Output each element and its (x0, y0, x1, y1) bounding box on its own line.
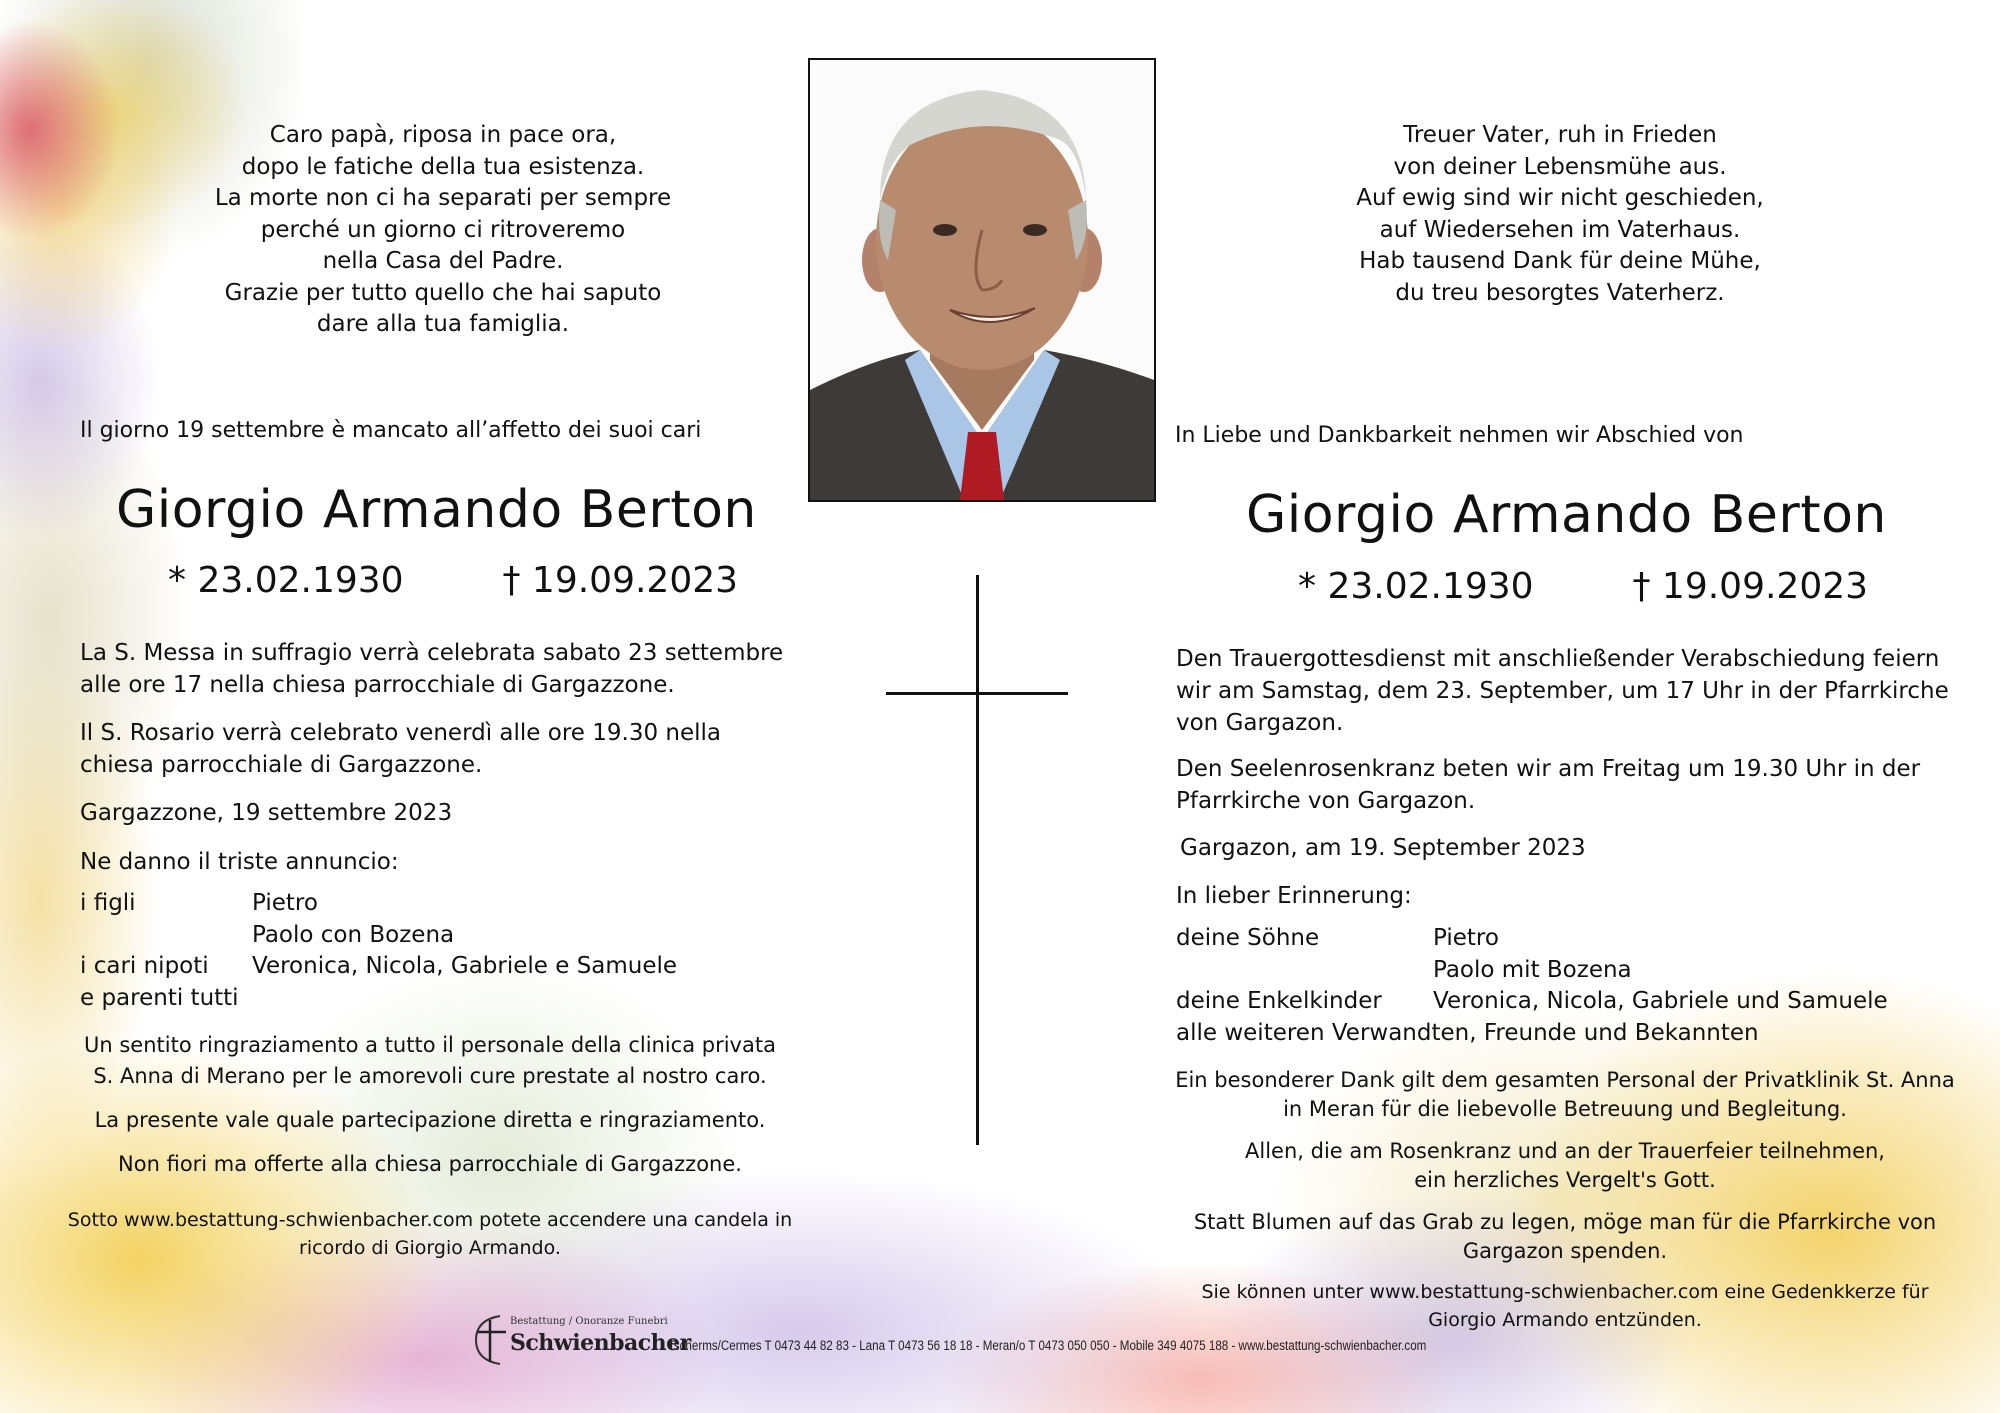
german-deceased-name: Giorgio Armando Berton (1246, 485, 1887, 545)
text-line: Un sentito ringraziamento a tutto il personale della clinica privata (84, 1033, 776, 1057)
italian-thanks (60, 1030, 800, 1092)
text-line: Pfarrkirche von Gargazon. (1176, 788, 1476, 814)
family-row (80, 951, 677, 983)
text-line: ein herzliches Vergelt's Gott. (1414, 1168, 1716, 1192)
text-line: Allen, die am Rosenkranz und an der Trauerfeier teilnehmen, (1245, 1139, 1885, 1163)
death-date: † 19.09.2023 (502, 560, 739, 601)
family-label: e parenti tutti (80, 984, 239, 1011)
german-family-list (1176, 923, 1888, 1049)
birth-date: * 23.02.1930 (168, 560, 404, 601)
family-label: i figli (80, 890, 136, 916)
text-line: ricordo di Giorgio Armando. (299, 1237, 561, 1259)
logo-name: Schwienbacher (510, 1330, 691, 1356)
german-announce: In lieber Erinnerung: (1176, 883, 1412, 909)
poem-line: du treu besorgtes Vaterherz. (1395, 279, 1725, 306)
poem-line: von deiner Lebensmühe aus. (1393, 153, 1727, 180)
text-line: chiesa parrocchiale di Gargazzone. (80, 752, 483, 778)
german-participation (1170, 1137, 1960, 1195)
death-date: † 19.09.2023 (1632, 566, 1869, 607)
poem-line: Caro papà, riposa in pace ora, (269, 122, 617, 148)
poem-line: nella Casa del Padre. (322, 248, 564, 274)
family-row (80, 920, 677, 952)
german-dates (1298, 566, 1868, 607)
portrait-photo (808, 58, 1156, 502)
text-line: Il S. Rosario verrà celebrato venerdì alle ore 19.30 nella (80, 720, 722, 746)
family-row (1176, 955, 1888, 987)
cross-icon-vertical (976, 575, 979, 1145)
poem-line: La morte non ci ha separati per sempre (214, 185, 672, 211)
text-line: S. Anna di Merano per le amorevoli cure prestate al nostro caro. (93, 1064, 767, 1088)
german-rosary-info (1176, 753, 1920, 817)
poem-line: auf Wiedersehen im Vaterhaus. (1379, 216, 1741, 243)
text-line: Gargazon spenden. (1462, 1239, 1668, 1263)
portrait-image (810, 60, 1154, 500)
family-label (1176, 955, 1433, 987)
italian-dates (168, 560, 738, 601)
italian-poem (148, 120, 738, 341)
poem-line: Treuer Vater, ruh in Frieden (1403, 122, 1717, 148)
family-value: Paolo con Bozena (252, 921, 455, 948)
cross-icon-horizontal (886, 692, 1068, 695)
text-line: alle ore 17 nella chiesa parrocchiale di Gargazzone. (80, 672, 675, 698)
text-line: Giorgio Armando entzünden. (1428, 1309, 1702, 1331)
family-value: Veronica, Nicola, Gabriele e Samuele (252, 953, 678, 979)
italian-deceased-name: Giorgio Armando Berton (116, 480, 757, 540)
german-poem (1260, 120, 1860, 309)
text-line: Ein besonderer Dank gilt dem gesamten Personal der Privatklinik St. Anna (1175, 1068, 1955, 1092)
cross-logo-icon (470, 1312, 510, 1368)
family-row (80, 983, 677, 1015)
german-mass-info (1176, 643, 1949, 739)
text-line: von Gargazon. (1176, 710, 1344, 736)
funeral-home-logo (470, 1312, 691, 1368)
family-value: Pietro (1433, 925, 1499, 951)
text-line: in Meran für die liebevolle Betreuung und Begleitung. (1283, 1097, 1847, 1121)
birth-date: * 23.02.1930 (1298, 566, 1534, 607)
poem-line: Auf ewig sind wir nicht geschieden, (1356, 185, 1764, 211)
german-candle-note (1170, 1278, 1960, 1334)
german-place-date: Gargazon, am 19. September 2023 (1180, 835, 1586, 861)
family-label: i cari nipoti (80, 953, 209, 979)
text-line: Den Seelenrosenkranz beten wir am Freitag um 19.30 Uhr in der (1176, 756, 1921, 782)
family-row (80, 888, 677, 920)
text-line: Sotto www.bestattung-schwienbacher.com potete accendere una candela in (67, 1209, 793, 1231)
text-line: Sie können unter www.bestattung-schwienbacher.com eine Gedenkkerze für (1201, 1281, 1929, 1303)
family-label (80, 920, 252, 952)
german-intro: In Liebe und Dankbarkeit nehmen wir Abschied von (1175, 423, 1744, 448)
poem-line: dopo le fatiche della tua esistenza. (241, 153, 645, 180)
text-line: La S. Messa in suffragio verrà celebrata sabato 23 settembre (80, 640, 784, 666)
italian-no-flowers: Non fiori ma offerte alla chiesa parrocchiale di Gargazzone. (118, 1152, 742, 1176)
family-row (1176, 1018, 1888, 1050)
italian-candle-note (60, 1206, 800, 1262)
text-line: Den Trauergottesdienst mit anschließender Verabschiedung feiern (1176, 646, 1940, 672)
poem-line: Grazie per tutto quello che hai saputo (224, 279, 662, 306)
footer-contacts: Tscherms/Cermes T 0473 44 82 83 - Lana T 0473 56 18 18 - Meran/o T 0473 050 050 - Mobile 349 4075 188 - www.bestattung-schwienbacher.com (668, 1338, 1427, 1353)
family-label: deine Söhne (1176, 925, 1320, 951)
italian-place-date: Gargazzone, 19 settembre 2023 (80, 800, 453, 826)
text-line: Statt Blumen auf das Grab zu legen, möge man für die Pfarrkirche von (1193, 1210, 1937, 1234)
italian-participation: La presente vale quale partecipazione diretta e ringraziamento. (94, 1108, 766, 1132)
family-others: alle weiteren Verwandten, Freunde und Bekannten (1176, 1019, 1759, 1046)
poem-line: dare alla tua famiglia. (316, 311, 570, 337)
family-row (1176, 986, 1888, 1018)
family-value: Paolo mit Bozena (1433, 956, 1632, 983)
german-thanks (1170, 1066, 1960, 1124)
italian-mass-info (80, 637, 783, 701)
poem-line: perché un giorno ci ritroveremo (260, 216, 626, 243)
family-value: Pietro (252, 890, 318, 916)
italian-family-list (80, 888, 677, 1014)
family-value: Veronica, Nicola, Gabriele und Samuele (1433, 988, 1888, 1014)
german-no-flowers (1170, 1208, 1960, 1266)
italian-rosary-info (80, 717, 721, 781)
family-row (1176, 923, 1888, 955)
family-label: deine Enkelkinder (1176, 988, 1382, 1014)
italian-announce: Ne danno il triste annuncio: (80, 849, 399, 875)
logo-subtitle: Bestattung / Onoranze Funebri (510, 1316, 668, 1327)
italian-intro: Il giorno 19 settembre è mancato all’affetto dei suoi cari (80, 418, 702, 443)
text-line: wir am Samstag, dem 23. September, um 17 Uhr in der Pfarrkirche (1176, 678, 1949, 704)
poem-line: Hab tausend Dank für deine Mühe, (1359, 248, 1761, 274)
